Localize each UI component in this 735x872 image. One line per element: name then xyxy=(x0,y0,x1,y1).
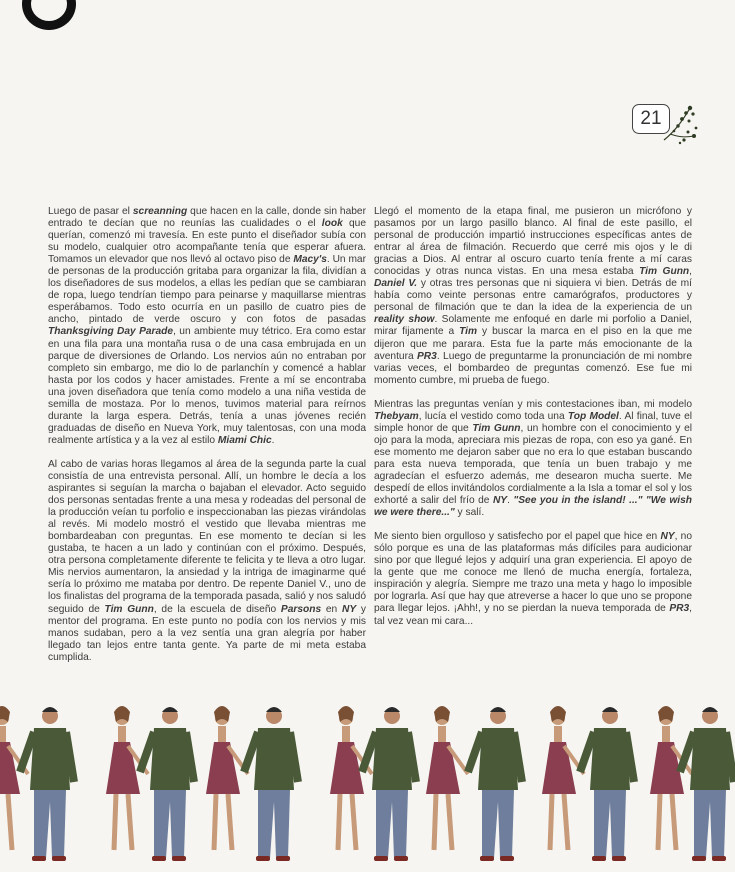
paragraph: Al cabo de varias horas llegamos al área de la segunda parte la cual consistía de una entrevista personal. Allí, un hombre le decía a los aspirantes si seguían la marcha o bajaban el elevador. Acto seguido dos personas sentadas frente a una mesa y rodeadas del personal de la producción veían tu porfolio e inspeccionaban las piezas virándolas al revés. Mi modelo mostró el vestido que llevaba mientras me bombardeaban con preguntas. En ese momento te decían si les gustaba, te hacen a un lado y continúan con el próximo. Después, otra persona completamente diferente te felicita y te lleva a otro lugar. Mis nervios aumentaron, la ansiedad y la intriga de imaginarme qué sería lo próximo me mataba por dentro. De repente Daniel V., uno de los finalistas del programa de la temporada pasada, salió y nos saludó seguido de Tim Gunn, de la escuela de diseño Parsons en NY y mentor del programa. En este punto no podía con los nervios y mis manos sudaban, pero a la vez sentía una gran alegría por haber llegado tan lejos entre tanta gente. Ya parte de mi meta estaba cumplida. xyxy=(48,458,366,663)
paragraph: Llegó el momento de la etapa final, me pusieron un micrófono y pasamos por un largo pasillo blanco. Al final de este pasillo, el personal de producción impartió instrucciones específicas antes de entrar al área de filmación. Recuerdo que cerré mis ojos y le di gracias a Dios. Al entrar al oscuro cuarto tenía frente a mí caras conocidas y otras nunca vistas. En una mesa estaba Tim Gunn, Daniel V. y otras tres personas que ni siquiera vi bien. Detrás de mí había como veinte personas entre camarógrafos, productores y personal de filmación que te dan la idea de la experiencia de un reality show. Solamente me enfoqué en darle mi porfolio a Daniel, mirar fijamente a Tim y buscar la marca en el piso en la que me dijeron que me parara. Esta fue la parte más emocionante de la aventura PR3. Luego de preguntarme la pronunciación de mi nombre varias veces, el bombardeo de preguntas comenzó. Ese fue mi momento cumbre, mi prueba de fuego. xyxy=(374,206,692,386)
couple-figure xyxy=(330,706,416,861)
couple-figure xyxy=(0,706,74,861)
paragraph: Mientras las preguntas venían y mis contestaciones iban, mi modelo Thebyam, lucía el vestido como toda una Top Model. Al final, tuve el simple honor de que Tim Gunn, un hombre con el conocimiento y el ojo para la moda, apreciara mis piezas de ropa, con eso ya gané. En ese momento me dejaron saber que no era lo que estaban buscando para esta nueva temporada, que tenía un buen trabajo y me agradecían el esfuerzo además, me desearon mucha suerte. Me despedí de ellos invitándolos cordialmente a la Isla a tomar el sol y los exhorté a salir del frío de NY. "See you in the island! ..." "We wish we were there..." y salí. xyxy=(374,398,693,519)
couple-figure xyxy=(542,706,634,861)
floral-sprig-icon xyxy=(660,102,700,146)
article-column-right xyxy=(374,206,692,640)
couple-figure xyxy=(206,706,298,861)
couple-figure xyxy=(106,706,194,861)
page-number: 21 xyxy=(632,104,670,134)
couple-figure xyxy=(426,706,522,861)
paragraph: Luego de pasar el screanning que hacen en la calle, donde sin haber entrado te decían que no reunías las cualidades o el look que querían, comenzó mi travesía. En este punto el diseñador subía con su modelo, cualquier otro acompañante tenía que esperar afuera. Tomamos un elevador que nos llevó al octavo piso de Macy's. Un mar de personas de la producción gritaba para organizar la fila, dividían a los diseñadores de sus modelos, a ellas les pedían que se cambiaran de ropa, luego tendrían tiempo para peinarse y maquillarse mientras esperábamos. Todo esto ocurría en un pasillo de cuatro pies de ancho, pintado de verde oscuro y con fotos de pasadas Thanksgiving Day Parade, un ambiente muy tétrico. Era como estar en una fila para una montaña rusa o de una casa embrujada en un parque de diversiones de Orlando. Los nervios aún no entraban por completo sin embargo, me dio lo de parlanchín y comencé a hablar hasta por los codos y hacer amistades. Frente a mí se encontraba una joven diseñadora que tenía como modelo a una niña vestida de semilla de mostaza. Por lo menos, tuvimos material para reírnos durante la larga espera. Detrás, tenía a unas jóvenes recién graduadas de diseño en Nueva York, muy talentosas, con una moda realmente artística y a la vez al estilo Miami Chic. xyxy=(48,206,366,446)
corner-decoration xyxy=(22,0,76,30)
article-column-left xyxy=(48,206,366,676)
couple-figure xyxy=(650,706,734,861)
dancing-couples-photo-strip xyxy=(0,690,735,872)
paragraph: Me siento bien orgulloso y satisfecho por el papel que hice en NY, no sólo porque es una de las plataformas más difíciles para audicionar sino por que llegué lejos y adquirí una gran experiencia. El apoyo de la gente que me conoce me llenó de mucha energía, fortaleza, inspiración y alegría. Siempre me trazo una meta y hago lo imposible por lograrla. Así que hay que atreverse a hacer lo que uno se propone para llegar lejos. ¡Ahh!, y no se pierdan la nueva temporada de PR3, tal vez vean mi cara... xyxy=(374,531,692,627)
